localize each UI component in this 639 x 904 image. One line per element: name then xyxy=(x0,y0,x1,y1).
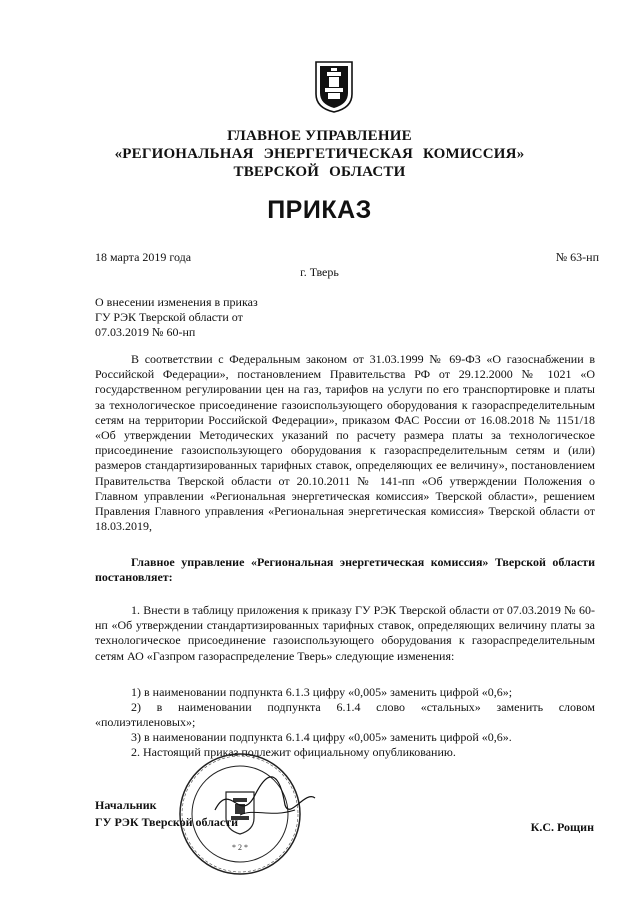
subject-line: О внесении изменения в приказ xyxy=(95,295,258,309)
order-subject xyxy=(95,295,305,340)
order-date: 18 марта 2019 года xyxy=(95,250,192,264)
subitem-3: 3) в наименовании подпункта 6.1.4 цифру «0,005» заменить цифрой «0,6». xyxy=(131,730,512,744)
subject-line: ГУ РЭК Тверской области от xyxy=(95,310,243,324)
item-1: 1. Внести в таблицу приложения к приказу ГУ РЭК Тверской области от 07.03.2019 № 60-нп «Об утверждении стандартизированных тарифных ставок, определяющих величину платы за технологическое присоединение газоиспользующего оборудования к газораспределительным сетям АО «Газпром газораспределение Тверь» следующие изменения: xyxy=(95,603,595,663)
order-city: г. Тверь xyxy=(300,265,339,279)
subitem-1: 1) в наименовании подпункта 6.1.3 цифру «0,005» заменить цифрой «0,6»; xyxy=(131,685,513,699)
subject-line: 07.03.2019 № 60-нп xyxy=(95,325,196,339)
subitem-2: 2) в наименовании подпункта 6.1.4 слово «стальных» заменить словом «полиэтиленовых»; xyxy=(95,700,595,730)
header-line-2: «РЕГИОНАЛЬНАЯ ЭНЕРГЕТИЧЕСКАЯ КОМИССИЯ» xyxy=(114,146,525,162)
order-number: № 63-нп xyxy=(555,250,599,264)
header-line-1: ГЛАВНОЕ УПРАВЛЕНИЕ xyxy=(227,128,412,144)
document-title: ПРИКАЗ xyxy=(267,196,372,224)
preamble-paragraph: В соответствии с Федеральным законом от 31.03.1999 № 69-ФЗ «О газоснабжении в Российской Федерации», постановлением Правительства РФ от 29.12.2000 № 1021 «О государственном регулировании цен на газ, тарифов на услуги по его транспортировке и платы за технологическое присоединение газоиспользующего оборудования к газораспределительным сетям на территории Российской Федерации», приказом ФАС России от 16.08.2018 № 1151/18 «Об утверждении Методических указаний по расчету размера платы за технологическое присоединение газоиспользующего оборудования к газораспределительным сетям и (или) размеров стандартизированных тарифных ставок, определяющих ее величину», постановлением Правительства Тверской области от 20.10.2011 № 141-пп «Об утверждении Положения о Главном управлении «Региональная энергетическая комиссия» Тверской области», решением Правления Главного управления «Региональная энергетическая комиссия» Тверской области от 18.03.2019, xyxy=(95,352,595,534)
signer-position-line-1: Начальник xyxy=(95,798,157,812)
header-line-3: ТВЕРСКОЙ ОБЛАСТИ xyxy=(233,164,406,180)
resolution-paragraph: Главное управление «Региональная энергетическая комиссия» Тверской области постановляет: xyxy=(95,555,595,585)
svg-text:* 2 *: * 2 * xyxy=(232,843,248,852)
signer-position-line-2: ГУ РЭК Тверской области xyxy=(95,815,239,829)
signer-name: К.С. Рощин xyxy=(530,820,594,834)
coat-of-arms-icon xyxy=(314,60,354,114)
item-2: 2. Настоящий приказ подлежит официальному опубликованию. xyxy=(131,745,456,759)
